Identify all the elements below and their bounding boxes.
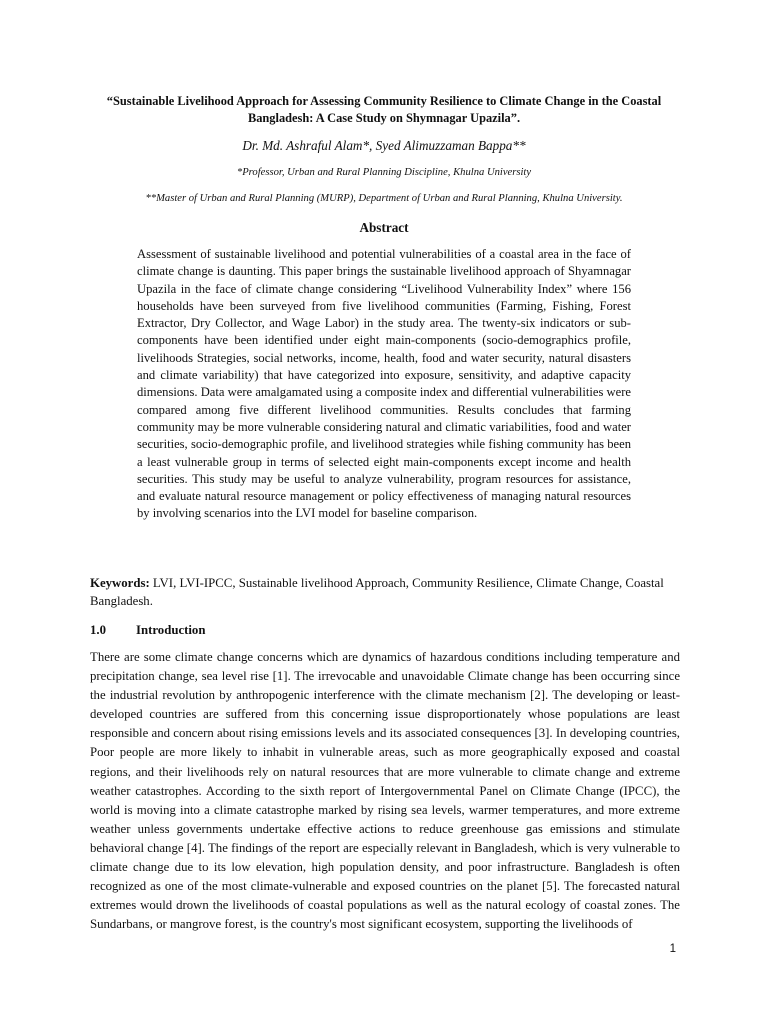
keywords-paragraph [90,574,680,610]
page-number: 1 [669,943,676,955]
abstract-heading: Abstract [359,220,409,235]
section-title: Introduction [136,623,206,637]
section-number: 1.0 [90,623,106,637]
section-heading-introduction [90,622,680,638]
paper-title: “Sustainable Livelihood Approach for Assessing Community Resilience to Climate Change in the Coastal Bangladesh: A Case Study on Shymnagar Upazila”. [106,94,662,125]
abstract-text: Assessment of sustainable livelihood and potential vulnerabilities of a coastal area in the face of climate change is daunting. This paper brings the sustainable livelihood approach of Shyamnagar Upazila in the face of climate change considering “Livelihood Vulnerability Index” where 156 households have been surveyed from five livelihood communities (Farming, Fishing, Forest Extractor, Dry Collector, and Wage Labor) in the study area. The twenty-six indicators or sub-components have been identified under eight main-components (socio-demographics profile, livelihoods Strategies, social networks, income, health, food and water security, natural disasters and climate variability) that have categorized into exposure, sensitivity, and adaptive capacity dimensions. Data were amalgamated using a composite index and differential vulnerabilities were compared among five different livelihood communities. Results concludes that farming community may be more vulnerable considering natural and climatic variabilities, food and water securities, socio-demographic profile, and livelihood strategies while fishing community has been a least vulnerable group in terms of selected eight main-components except income and health securities. This study may be useful to analyze vulnerability, program resources for assistance, and evaluate natural resource management or policy effectiveness of managing natural resources by involving scenarios into the LVI model for baseline comparison. [137,247,631,521]
keywords-list: LVI, LVI-IPCC, Sustainable livelihood Approach, Community Resilience, Climate Change, Coastal Bangladesh. [90,576,664,608]
paper-authors: Dr. Md. Ashraful Alam*, Syed Alimuzzaman Bappa** [242,138,526,153]
author-affiliation-1: *Professor, Urban and Rural Planning Discipline, Khulna University [236,167,532,178]
keywords-label: Keywords: [90,576,150,590]
author-affiliation-2: **Master of Urban and Rural Planning (MURP), Department of Urban and Rural Planning, Khulna University. [145,193,623,204]
introduction-text: There are some climate change concerns which are dynamics of hazardous conditions including temperature and precipitation change, sea level rise [1]. The irrevocable and unavoidable Climate change has been occurring since the industrial revolution by anthropogenic interference with the climate mechanism [2]. The developing or least-developed countries are suffered from this concerning issue disproportionately whose populations are least responsible and concern about rising emissions levels and its associated consequences [3]. In developing countries, Poor people are more likely to inhabit in vulnerable areas, such as more geographically exposed and coastal regions, and their livelihoods rely on natural resources that are more vulnerable to climate change and extreme weather catastrophes. According to the sixth report of Intergovernmental Panel on Climate Change (IPCC), the world is moving into a climate catastrophe marked by rising sea levels, warmer temperatures, and more extreme weather unless governments undertake effective actions to reduce greenhouse gas emissions and stimulate behavioral change [4]. The findings of the report are especially relevant in Bangladesh, which is very vulnerable to climate change due to its low elevation, high population density, and poor infrastructure. Bangladesh is often recognized as one of the most climate-vulnerable and exposed countries on the planet [5]. The forecasted natural extremes would drown the livelihoods of coastal populations as well as the natural ecology of coastal zones. The Sundarbans, or mangrove forest, is the country's most significant ecosystem, supporting the livelihoods of [90,650,680,932]
